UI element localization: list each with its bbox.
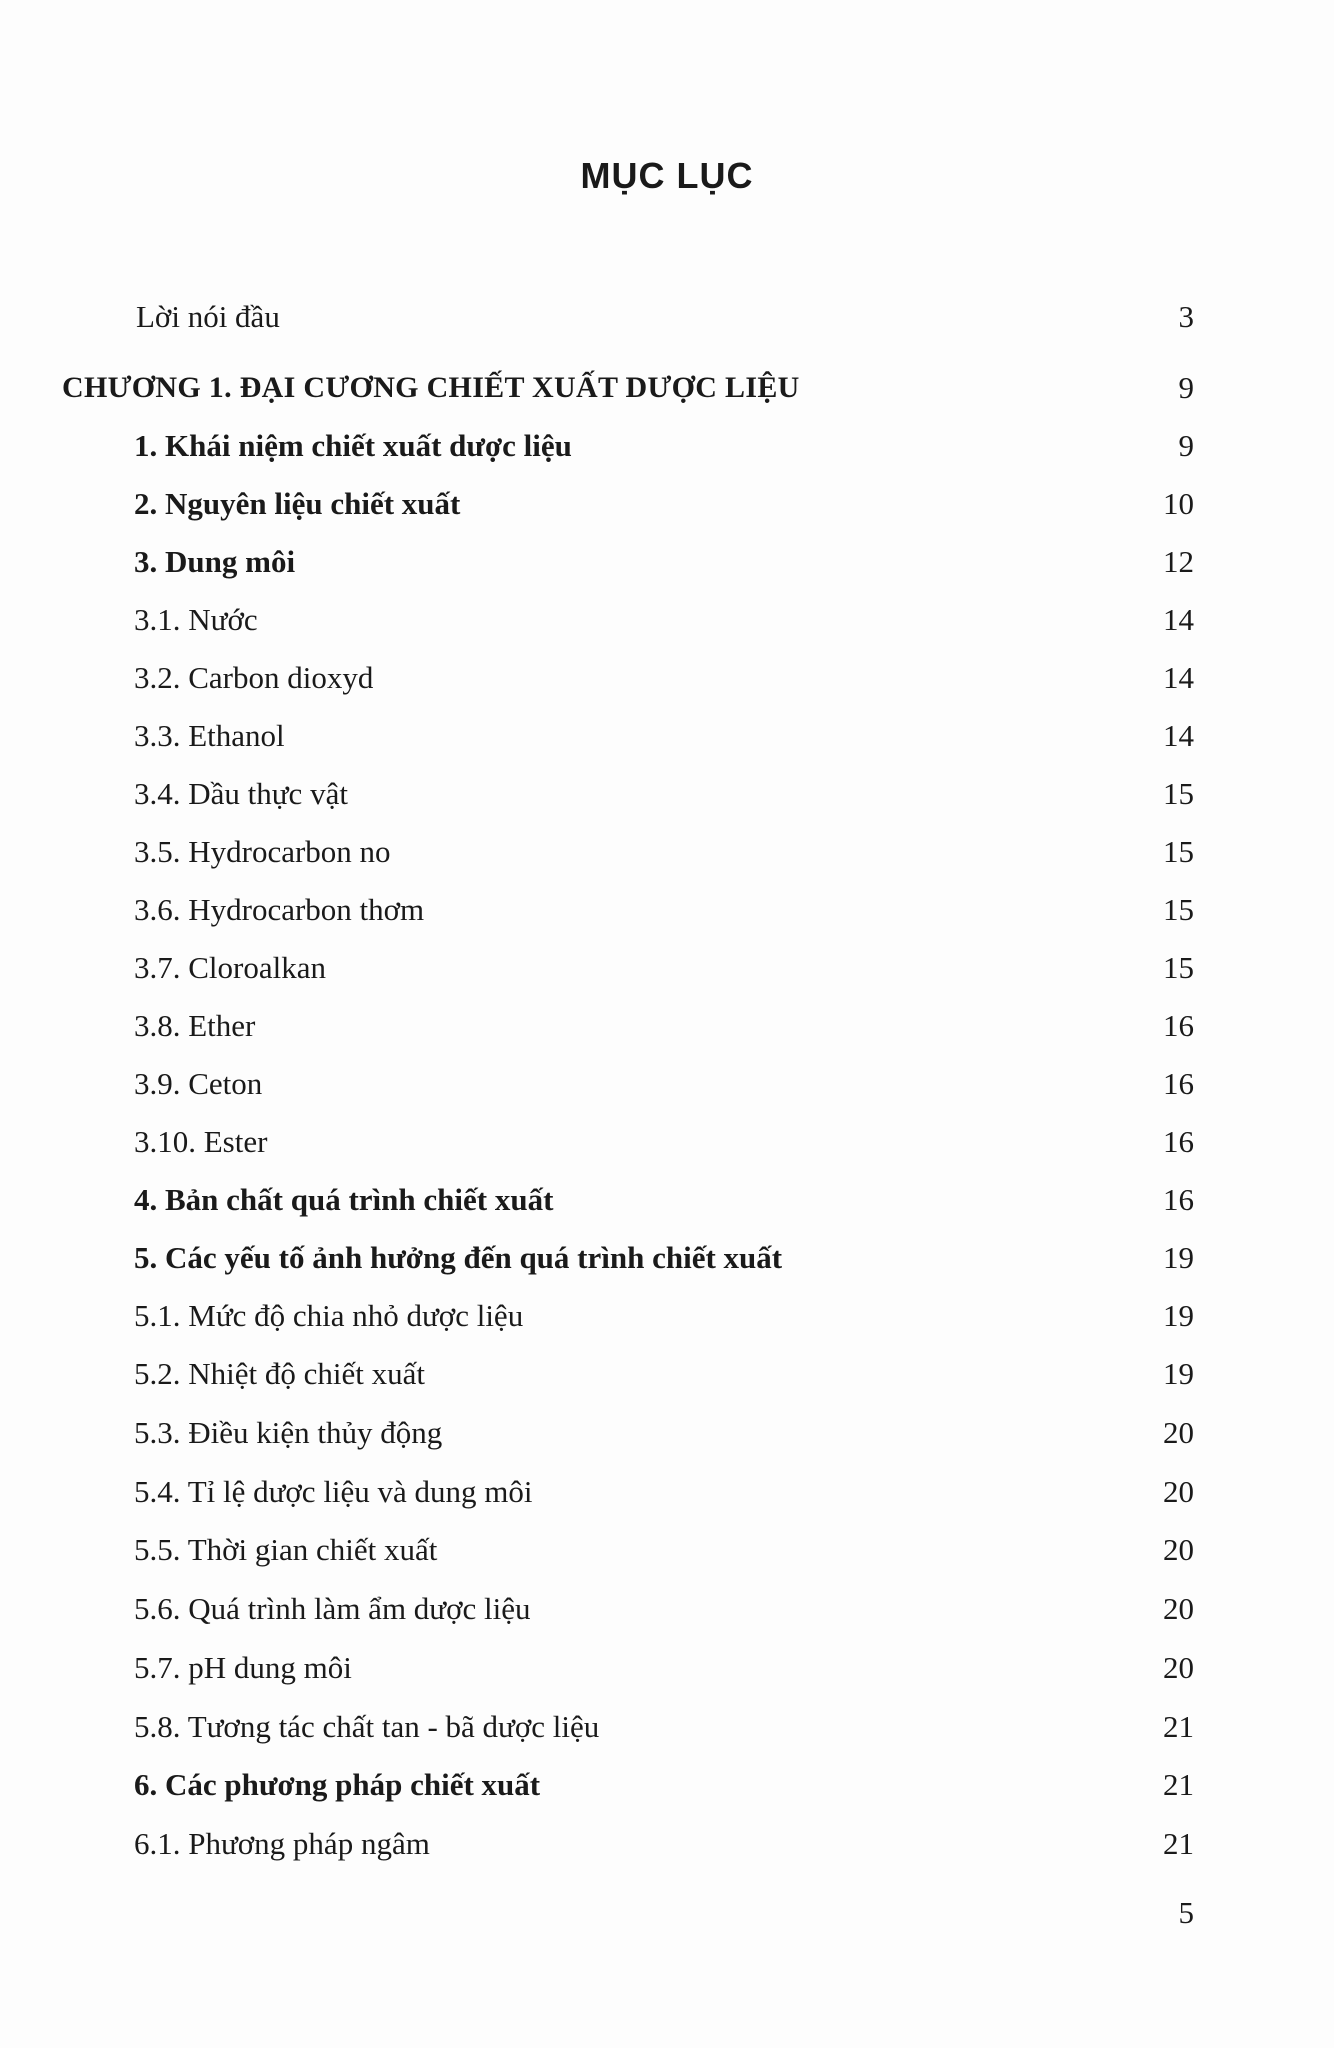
- toc-entry-page: 14: [1163, 718, 1194, 753]
- toc-entry-section: [0, 1238, 1334, 1278]
- toc-entry-chapter: [0, 368, 1334, 408]
- toc-entry-page: 20: [1163, 1591, 1194, 1626]
- toc-entry-page: 16: [1163, 1182, 1194, 1217]
- toc-entry-label: 5.6. Quá trình làm ẩm dược liệu: [134, 1591, 531, 1626]
- toc-entry-label: 4. Bản chất quá trình chiết xuất: [134, 1182, 554, 1217]
- toc-entry-subsection: [0, 1296, 1334, 1336]
- toc-entry-label: CHƯƠNG 1. ĐẠI CƯƠNG CHIẾT XUẤT DƯỢC LIỆU: [62, 371, 800, 404]
- toc-entry-page: 12: [1163, 544, 1194, 579]
- toc-entry-front-matter: [0, 297, 1334, 337]
- toc-entry-page: 19: [1163, 1298, 1194, 1333]
- toc-entry-subsection: [0, 832, 1334, 872]
- toc-entry-subsection: [0, 1648, 1334, 1688]
- toc-entry-label: 3.7. Cloroalkan: [134, 950, 326, 985]
- toc-entry-label: 3.8. Ether: [134, 1008, 256, 1043]
- toc-entry-label: 3.10. Ester: [134, 1124, 268, 1159]
- toc-entry-label: 5. Các yếu tố ảnh hưởng đến quá trình chiết xuất: [134, 1240, 783, 1275]
- toc-entry-label: 3.3. Ethanol: [134, 718, 285, 753]
- toc-entry-subsection: [0, 774, 1334, 814]
- toc-entry-page: 16: [1163, 1124, 1194, 1159]
- toc-entry-subsection: [0, 1707, 1334, 1747]
- toc-entry-page: 3: [1178, 299, 1194, 334]
- toc-entry-section: [0, 426, 1334, 466]
- toc-entry-label: 3.2. Carbon dioxyd: [134, 660, 374, 695]
- toc-entry-page: 15: [1163, 776, 1194, 811]
- toc-entry-subsection: [0, 1472, 1334, 1512]
- toc-entry-subsection: [0, 1824, 1334, 1864]
- toc-entry-label: Lời nói đầu: [136, 299, 280, 334]
- toc-entry-page: 9: [1178, 428, 1194, 463]
- toc-entry-section: [0, 1180, 1334, 1220]
- toc-entry-subsection: [0, 1354, 1334, 1394]
- toc-entry-page: 21: [1163, 1767, 1194, 1802]
- toc-entry-section: [0, 484, 1334, 524]
- toc-entry-label: 5.2. Nhiệt độ chiết xuất: [134, 1356, 425, 1391]
- page-title: MỤC LỤC: [580, 155, 754, 196]
- toc-entry-label: 3. Dung môi: [134, 544, 296, 579]
- toc-entry-label: 1. Khái niệm chiết xuất dược liệu: [134, 428, 572, 463]
- page-number: 5: [1178, 1895, 1194, 1930]
- toc-entry-label: 3.9. Ceton: [134, 1066, 263, 1101]
- toc-entry-subsection: [0, 948, 1334, 988]
- toc-entry-label: 6.1. Phương pháp ngâm: [134, 1826, 430, 1861]
- toc-entry-subsection: [0, 1530, 1334, 1570]
- toc-entry-page: 14: [1163, 660, 1194, 695]
- toc-entry-label: 3.6. Hydrocarbon thơm: [134, 892, 425, 927]
- toc-entry-page: 16: [1163, 1066, 1194, 1101]
- toc-entry-page: 15: [1163, 892, 1194, 927]
- toc-entry-label: 3.5. Hydrocarbon no: [134, 834, 391, 869]
- toc-entry-page: 20: [1163, 1532, 1194, 1567]
- toc-entry-subsection: [0, 1064, 1334, 1104]
- toc-entry-label: 3.4. Dầu thực vật: [134, 776, 348, 811]
- toc-entry-page: 20: [1163, 1474, 1194, 1509]
- toc-entry-section: [0, 542, 1334, 582]
- toc-entry-label: 6. Các phương pháp chiết xuất: [134, 1767, 541, 1802]
- toc-entry-label: 5.8. Tương tác chất tan - bã dược liệu: [134, 1709, 600, 1744]
- toc-entry-label: 2. Nguyên liệu chiết xuất: [134, 486, 461, 521]
- toc-entry-page: 9: [1178, 370, 1194, 405]
- toc-entry-subsection: [0, 890, 1334, 930]
- toc-entry-page: 15: [1163, 950, 1194, 985]
- toc-entry-page: 21: [1163, 1826, 1194, 1861]
- toc-entry-page: 20: [1163, 1415, 1194, 1450]
- toc-entry-label: 5.3. Điều kiện thủy động: [134, 1415, 443, 1450]
- toc-entry-page: 21: [1163, 1709, 1194, 1744]
- toc-entry-subsection: [0, 658, 1334, 698]
- toc-entry-subsection: [0, 1589, 1334, 1629]
- toc-entry-subsection: [0, 1122, 1334, 1162]
- toc-entry-subsection: [0, 600, 1334, 640]
- toc-entry-label: 5.1. Mức độ chia nhỏ dược liệu: [134, 1298, 524, 1333]
- toc-entry-page: 10: [1163, 486, 1194, 521]
- toc-entry-label: 5.5. Thời gian chiết xuất: [134, 1532, 438, 1567]
- toc-entry-subsection: [0, 716, 1334, 756]
- toc-entry-page: 19: [1163, 1356, 1194, 1391]
- toc-entry-subsection: [0, 1006, 1334, 1046]
- toc-entry-label: 3.1. Nước: [134, 602, 258, 637]
- toc-entry-label: 5.4. Tỉ lệ dược liệu và dung môi: [134, 1474, 533, 1509]
- toc-entry-page: 15: [1163, 834, 1194, 869]
- toc-entry-label: 5.7. pH dung môi: [134, 1650, 352, 1685]
- toc-entry-page: 14: [1163, 602, 1194, 637]
- toc-entry-section: [0, 1765, 1334, 1805]
- toc-entry-page: 16: [1163, 1008, 1194, 1043]
- toc-entry-page: 19: [1163, 1240, 1194, 1275]
- toc-entry-page: 20: [1163, 1650, 1194, 1685]
- toc-entry-subsection: [0, 1413, 1334, 1453]
